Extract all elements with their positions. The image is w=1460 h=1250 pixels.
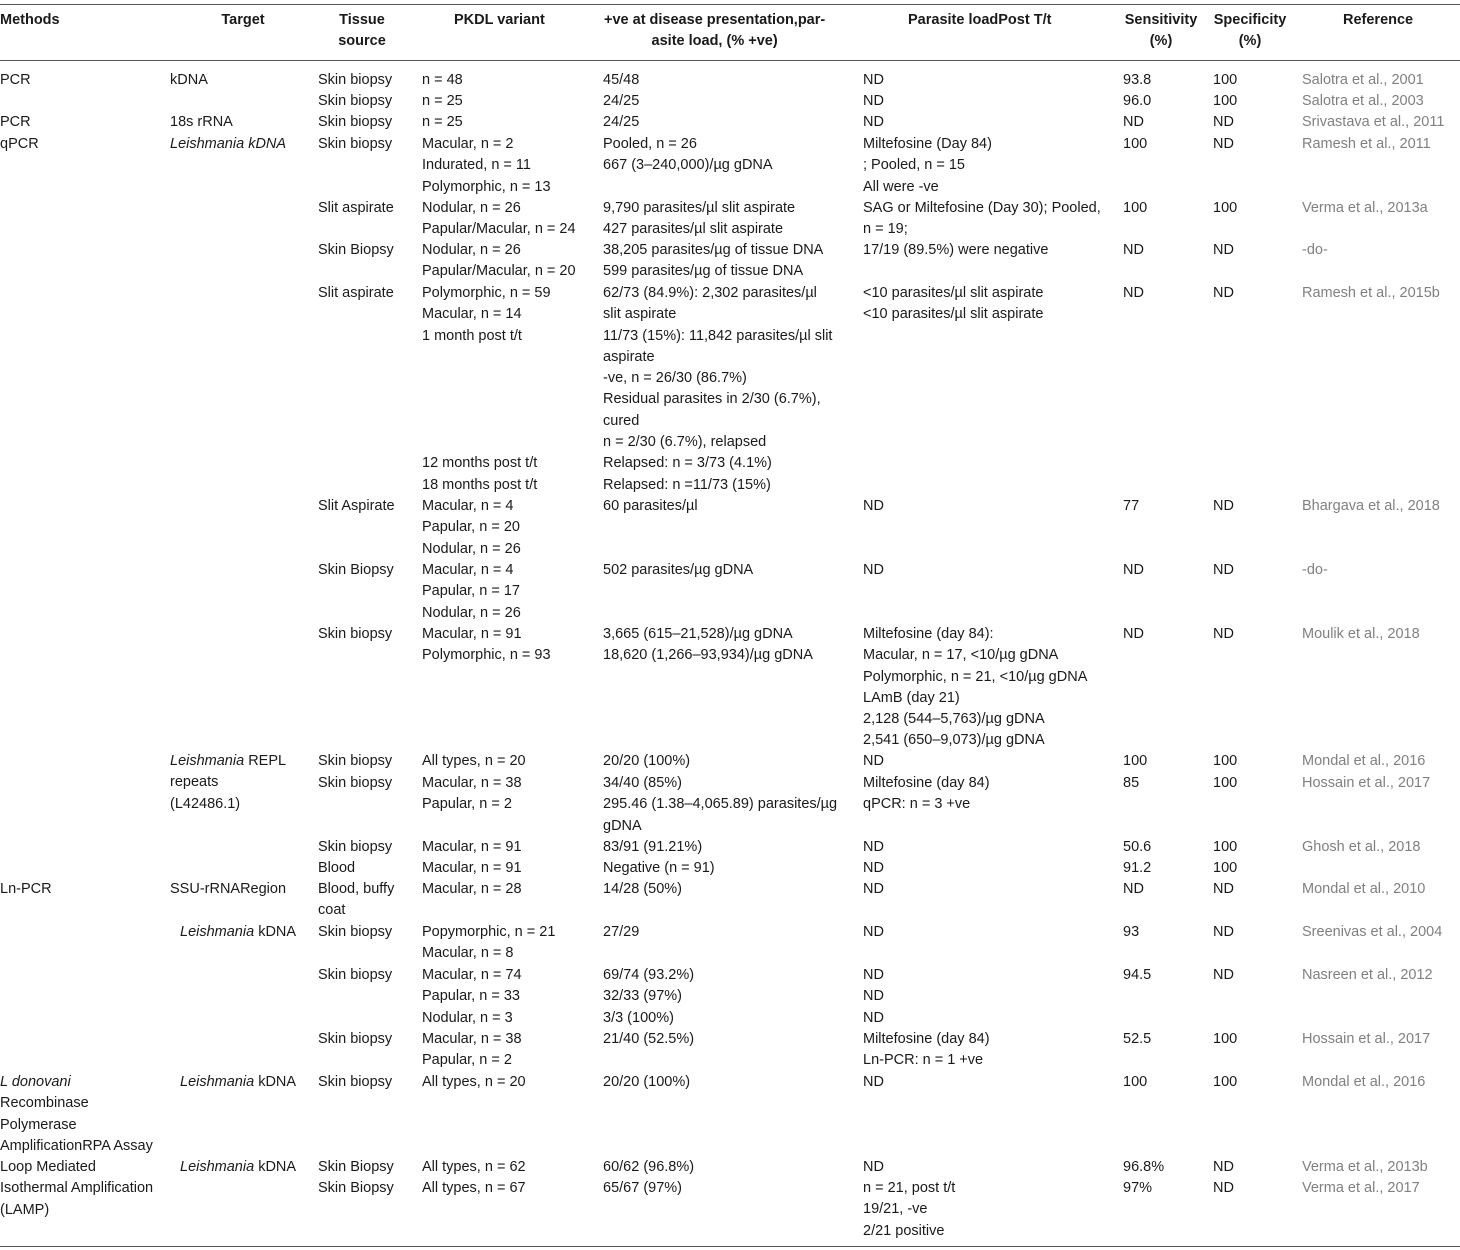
header-presentation: +ve at disease presentation,par- asite load, (% +ve) <box>604 12 826 49</box>
method-pcr: PCR <box>0 114 31 130</box>
pkdl-variant-cell: Macular, n = 38 Papular, n = 2 <box>422 775 522 813</box>
reference-cell: Nasreen et al., 2012 <box>1302 967 1433 983</box>
target-leishmania-kdna: Leishmania kDNA <box>180 1159 297 1175</box>
specificity-cell: ND <box>1213 924 1234 940</box>
reference-cell: Ghosh et al., 2018 <box>1302 839 1421 855</box>
presentation-load-cell: 62/73 (84.9%): 2,302 parasites/µl slit aspirate 11/73 (15%): 11,842 parasites/µl slit aspirate -ve, n = 26/30 (86.7%) Residual parasites in 2/30 (6.7%), cured n = 2/30 (6.7%), relapsed Relapsed: n = 3/73 (4.1%) Relapsed: n =11/73 (15%) <box>603 285 833 493</box>
sensitivity-cell: 91.2 <box>1123 860 1152 876</box>
pkdl-variant-cell: Macular, n = 91 Polymorphic, n = 93 <box>422 626 551 664</box>
reference-cell: Salotra et al., 2003 <box>1302 93 1424 109</box>
presentation-load-cell: 34/40 (85%) 295.46 (1.38–4,065.89) parasites/µg gDNA <box>603 775 838 834</box>
header-methods: Methods <box>0 12 60 28</box>
header-tissue-source: Tissue source <box>338 12 386 49</box>
pkdl-variant-cell: Macular, n = 74 Papular, n = 33 Nodular, n = 3 <box>422 967 522 1026</box>
reference-cell: Moulik et al., 2018 <box>1302 626 1420 642</box>
reference-cell: Mondal et al., 2016 <box>1302 753 1426 769</box>
method-qpcr: qPCR <box>0 136 39 152</box>
specificity-cell: 100 <box>1213 1074 1238 1090</box>
reference-cell: Verma et al., 2013b <box>1302 1159 1428 1175</box>
header-target: Target <box>221 12 265 28</box>
post-treatment-load-cell: ND <box>863 93 884 109</box>
post-treatment-load-cell: ND <box>863 114 884 130</box>
tissue-source-cell: Skin Biopsy <box>318 562 394 578</box>
post-treatment-load-cell: ND ND ND <box>863 967 884 1026</box>
reference-cell: Srivastava et al., 2011 <box>1302 114 1445 130</box>
post-treatment-load-cell: Miltefosine (day 84): Macular, n = 17, <10/µg gDNA Polymorphic, n = 21, <10/µg gDNA LAmB (day 21) 2,128 (544–5,763)/µg gDNA 2,541 (650–9,073)/µg gDNA <box>863 626 1088 749</box>
presentation-load-cell: 83/91 (91.21%) <box>603 839 703 855</box>
specificity-cell: 100 <box>1213 93 1238 109</box>
specificity-cell: ND <box>1213 1159 1234 1175</box>
header-reference: Reference <box>1343 12 1414 28</box>
pkdl-variant-cell: n = 25 <box>422 93 463 109</box>
specificity-cell: 100 <box>1213 839 1238 855</box>
sensitivity-cell: 50.6 <box>1123 839 1152 855</box>
tissue-source-cell: Skin biopsy <box>318 1031 393 1047</box>
reference-cell: Mondal et al., 2016 <box>1302 1074 1426 1090</box>
tissue-source-cell: Slit Aspirate <box>318 498 395 514</box>
post-treatment-load-cell: ND <box>863 839 884 855</box>
header-rule <box>0 60 1460 61</box>
presentation-load-cell: 65/67 (97%) <box>603 1180 682 1196</box>
presentation-load-cell: 69/74 (93.2%) 32/33 (97%) 3/3 (100%) <box>603 967 695 1026</box>
pkdl-variant-cell: n = 25 <box>422 114 463 130</box>
tissue-source-cell: Skin biopsy <box>318 72 393 88</box>
post-treatment-load-cell: ND <box>863 72 884 88</box>
presentation-load-cell: 20/20 (100%) <box>603 753 691 769</box>
post-treatment-load-cell: ND <box>863 860 884 876</box>
tissue-source-cell: Skin Biopsy <box>318 1180 394 1196</box>
specificity-cell: ND <box>1213 967 1234 983</box>
tissue-source-cell: Skin biopsy <box>318 839 393 855</box>
header-specificity: Specificity (%) <box>1213 12 1287 49</box>
reference-cell: Mondal et al., 2010 <box>1302 881 1426 897</box>
specificity-cell: 100 <box>1213 753 1238 769</box>
sensitivity-cell: 96.0 <box>1123 93 1152 109</box>
presentation-load-cell: 20/20 (100%) <box>603 1074 691 1090</box>
post-treatment-load-cell: ND <box>863 924 884 940</box>
specificity-cell: 100 <box>1213 200 1238 216</box>
presentation-load-cell: 9,790 parasites/µl slit aspirate 427 parasites/µl slit aspirate <box>603 200 796 238</box>
reference-cell: Ramesh et al., 2015b <box>1302 285 1440 301</box>
pkdl-variant-cell: Polymorphic, n = 59 Macular, n = 14 1 month post t/t 12 months post t/t 18 months post t/t <box>422 285 551 493</box>
presentation-load-cell: 24/25 <box>603 114 640 130</box>
reference-cell: Verma et al., 2017 <box>1302 1180 1420 1196</box>
post-treatment-load-cell: ND <box>863 498 884 514</box>
post-treatment-load-cell: SAG or Miltefosine (Day 30); Pooled, n = 19; <box>863 200 1101 238</box>
sensitivity-cell: ND <box>1123 114 1144 130</box>
tissue-source-cell: Skin Biopsy <box>318 242 394 258</box>
sensitivity-cell: 100 <box>1123 753 1148 769</box>
specificity-cell: ND <box>1213 285 1234 301</box>
tissue-source-cell: Skin biopsy <box>318 136 393 152</box>
method-ln-pcr: Ln-PCR <box>0 881 52 897</box>
specificity-cell: ND <box>1213 242 1234 258</box>
reference-cell: Sreenivas et al., 2004 <box>1302 924 1443 940</box>
top-rule <box>0 4 1460 5</box>
pkdl-variant-cell: Macular, n = 91 <box>422 839 522 855</box>
specificity-cell: ND <box>1213 881 1234 897</box>
tissue-source-cell: Skin biopsy <box>318 775 393 791</box>
tissue-source-cell: Skin biopsy <box>318 1074 393 1090</box>
sensitivity-cell: ND <box>1123 562 1144 578</box>
method-rpa-assay: L donovani Recombinase Polymerase AmplificationRPA Assay <box>0 1074 153 1154</box>
post-treatment-load-cell: ND <box>863 562 884 578</box>
presentation-load-cell: 60/62 (96.8%) <box>603 1159 695 1175</box>
sensitivity-cell: 77 <box>1123 498 1140 514</box>
tissue-source-cell: Skin biopsy <box>318 967 393 983</box>
presentation-load-cell: 45/48 <box>603 72 640 88</box>
presentation-load-cell: 24/25 <box>603 93 640 109</box>
post-treatment-load-cell: 17/19 (89.5%) were negative <box>863 242 1049 258</box>
target-repl-repeats: Leishmania REPL repeats (L42486.1) <box>170 753 287 812</box>
pkdl-variant-cell: Nodular, n = 26 Papular/Macular, n = 24 <box>422 200 576 238</box>
pkdl-variant-cell: Macular, n = 28 <box>422 881 522 897</box>
reference-cell: Hossain et al., 2017 <box>1302 775 1431 791</box>
reference-cell: Ramesh et al., 2011 <box>1302 136 1431 152</box>
post-treatment-load-cell: Miltefosine (day 84) qPCR: n = 3 +ve <box>863 775 990 813</box>
post-treatment-load-cell: ND <box>863 1159 884 1175</box>
sensitivity-cell: 96.8% <box>1123 1159 1165 1175</box>
post-treatment-load-cell: Miltefosine (day 84) Ln-PCR: n = 1 +ve <box>863 1031 990 1069</box>
tissue-source-cell: Slit aspirate <box>318 200 394 216</box>
pkdl-variant-cell: Macular, n = 4 Papular, n = 20 Nodular, n = 26 <box>422 498 521 557</box>
sensitivity-cell: 52.5 <box>1123 1031 1152 1047</box>
tissue-source-cell: Skin biopsy <box>318 114 393 130</box>
target-18s-rrna: 18s rRNA <box>170 114 233 130</box>
specificity-cell: ND <box>1213 626 1234 642</box>
pkdl-variant-cell: Macular, n = 38 Papular, n = 2 <box>422 1031 522 1069</box>
specificity-cell: 100 <box>1213 860 1238 876</box>
presentation-load-cell: 14/28 (50%) <box>603 881 682 897</box>
pkdl-variant-cell: n = 48 <box>422 72 463 88</box>
sensitivity-cell: ND <box>1123 626 1144 642</box>
target-leishmania-kdna: Leishmania kDNA <box>170 136 287 152</box>
pkdl-variant-cell: Macular, n = 91 <box>422 860 522 876</box>
specificity-cell: ND <box>1213 562 1234 578</box>
presentation-load-cell: 3,665 (615–21,528)/µg gDNA 18,620 (1,266–93,934)/µg gDNA <box>603 626 813 664</box>
pkdl-variant-cell: Macular, n = 2 Indurated, n = 11 Polymorphic, n = 13 <box>422 136 551 195</box>
sensitivity-cell: 94.5 <box>1123 967 1152 983</box>
specificity-cell: 100 <box>1213 72 1238 88</box>
pkdl-variant-cell: All types, n = 62 <box>422 1159 526 1175</box>
reference-cell: -do- <box>1302 562 1328 578</box>
presentation-load-cell: 502 parasites/µg gDNA <box>603 562 754 578</box>
specificity-cell: 100 <box>1213 1031 1238 1047</box>
reference-cell: Verma et al., 2013a <box>1302 200 1428 216</box>
specificity-cell: ND <box>1213 1180 1234 1196</box>
reference-cell: Salotra et al., 2001 <box>1302 72 1424 88</box>
post-treatment-load-cell: <10 parasites/µl slit aspirate <10 parasites/µl slit aspirate <box>863 285 1044 323</box>
tissue-source-cell: Blood, buffy coat <box>318 881 395 919</box>
presentation-load-cell: Pooled, n = 26 667 (3–240,000)/µg gDNA <box>603 136 773 174</box>
header-sensitivity: Sensitivity (%) <box>1124 12 1198 49</box>
bottom-rule <box>0 1246 1460 1247</box>
target-ssu-rrna: SSU-rRNARegion <box>170 881 287 897</box>
pkdl-variant-cell: Nodular, n = 26 Papular/Macular, n = 20 <box>422 242 576 280</box>
method-lamp: Loop Mediated Isothermal Amplification (LAMP) <box>0 1159 154 1218</box>
sensitivity-cell: 100 <box>1123 1074 1148 1090</box>
pkdl-variant-cell: All types, n = 20 <box>422 1074 526 1090</box>
specificity-cell: ND <box>1213 114 1234 130</box>
pkdl-variant-cell: All types, n = 67 <box>422 1180 526 1196</box>
presentation-load-cell: 21/40 (52.5%) <box>603 1031 695 1047</box>
tissue-source-cell: Blood <box>318 860 356 876</box>
pkdl-variant-cell: Macular, n = 4 Papular, n = 17 Nodular, n = 26 <box>422 562 521 621</box>
sensitivity-cell: 85 <box>1123 775 1140 791</box>
tissue-source-cell: Skin Biopsy <box>318 1159 394 1175</box>
tissue-source-cell: Skin biopsy <box>318 626 393 642</box>
presentation-load-cell: 27/29 <box>603 924 640 940</box>
tissue-source-cell: Skin biopsy <box>318 753 393 769</box>
specificity-cell: ND <box>1213 136 1234 152</box>
sensitivity-cell: 97% <box>1123 1180 1153 1196</box>
post-treatment-load-cell: ND <box>863 753 884 769</box>
presentation-load-cell: 60 parasites/µl <box>603 498 698 514</box>
sensitivity-cell: ND <box>1123 285 1144 301</box>
specificity-cell: 100 <box>1213 775 1238 791</box>
header-post-treatment: Parasite loadPost T/t <box>908 12 1052 28</box>
pkdl-variant-cell: All types, n = 20 <box>422 753 526 769</box>
post-treatment-load-cell: ND <box>863 1074 884 1090</box>
sensitivity-cell: 100 <box>1123 136 1148 152</box>
presentation-load-cell: 38,205 parasites/µg of tissue DNA 599 parasites/µg of tissue DNA <box>603 242 824 280</box>
target-leishmania-kdna: Leishmania kDNA <box>180 1074 297 1090</box>
target-kdna: kDNA <box>170 72 208 88</box>
post-treatment-load-cell: ND <box>863 881 884 897</box>
sensitivity-cell: 93.8 <box>1123 72 1152 88</box>
sensitivity-cell: ND <box>1123 881 1144 897</box>
sensitivity-cell: 93 <box>1123 924 1140 940</box>
sensitivity-cell: 100 <box>1123 200 1148 216</box>
reference-cell: Bhargava et al., 2018 <box>1302 498 1440 514</box>
tissue-source-cell: Skin biopsy <box>318 93 393 109</box>
method-pcr: PCR <box>0 72 31 88</box>
tissue-source-cell: Slit aspirate <box>318 285 394 301</box>
presentation-load-cell: Negative (n = 91) <box>603 860 715 876</box>
reference-cell: Hossain et al., 2017 <box>1302 1031 1431 1047</box>
reference-cell: -do- <box>1302 242 1328 258</box>
post-treatment-load-cell: n = 21, post t/t 19/21, -ve 2/21 positive <box>863 1180 956 1239</box>
specificity-cell: ND <box>1213 498 1234 514</box>
pkdl-variant-cell: Popymorphic, n = 21 Macular, n = 8 <box>422 924 556 962</box>
header-pkdl-variant: PKDL variant <box>454 12 545 28</box>
tissue-source-cell: Skin biopsy <box>318 924 393 940</box>
target-leishmania-kdna: Leishmania kDNA <box>180 924 297 940</box>
sensitivity-cell: ND <box>1123 242 1144 258</box>
post-treatment-load-cell: Miltefosine (Day 84) ; Pooled, n = 15 All were -ve <box>863 136 992 195</box>
